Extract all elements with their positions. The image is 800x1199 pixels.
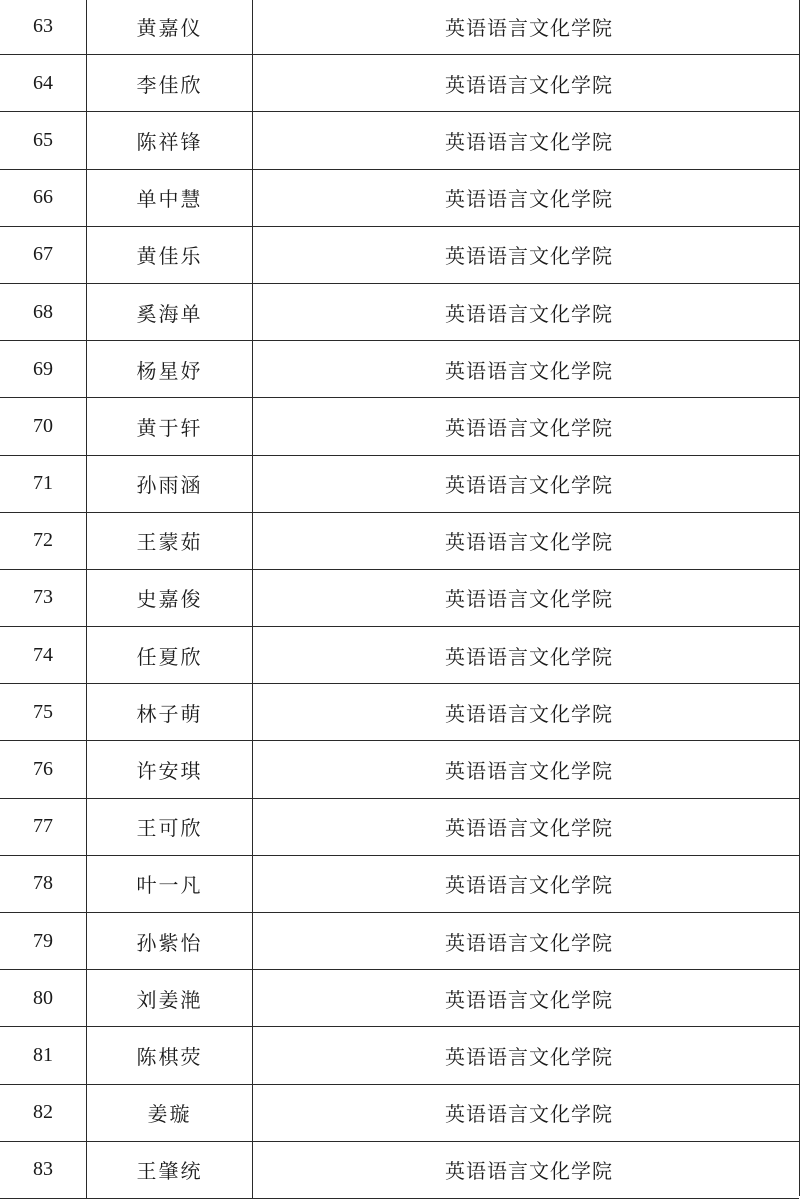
college-name: 英语语言文化学院: [253, 970, 800, 1027]
row-number: 63: [0, 0, 87, 55]
student-name: 林子萌: [87, 684, 253, 741]
college-name: 英语语言文化学院: [253, 569, 800, 626]
college-name: 英语语言文化学院: [253, 627, 800, 684]
row-number: 69: [0, 341, 87, 398]
student-name: 奚海单: [87, 283, 253, 340]
table-row: [0, 1141, 799, 1198]
college-name: 英语语言文化学院: [253, 455, 800, 512]
table-row: [0, 512, 799, 569]
student-name: 孙雨涵: [87, 455, 253, 512]
table-row: [0, 684, 799, 741]
table-row: [0, 1084, 799, 1141]
table-row: [0, 970, 799, 1027]
row-number: 72: [0, 512, 87, 569]
college-name: 英语语言文化学院: [253, 283, 800, 340]
student-name: 黄嘉仪: [87, 0, 253, 55]
student-name: 任夏欣: [87, 627, 253, 684]
student-name: 王肇统: [87, 1141, 253, 1198]
row-number: 68: [0, 283, 87, 340]
college-name: 英语语言文化学院: [253, 855, 800, 912]
student-name: 黄佳乐: [87, 226, 253, 283]
table-row: [0, 112, 799, 169]
row-number: 75: [0, 684, 87, 741]
college-name: 英语语言文化学院: [253, 0, 800, 55]
row-number: 74: [0, 627, 87, 684]
student-name: 李佳欣: [87, 55, 253, 112]
student-name: 史嘉俊: [87, 569, 253, 626]
college-name: 英语语言文化学院: [253, 169, 800, 226]
college-name: 英语语言文化学院: [253, 226, 800, 283]
table-row: [0, 1027, 799, 1084]
row-number: 80: [0, 970, 87, 1027]
college-name: 英语语言文化学院: [253, 512, 800, 569]
college-name: 英语语言文化学院: [253, 913, 800, 970]
table-row: [0, 226, 799, 283]
college-name: 英语语言文化学院: [253, 112, 800, 169]
table-row: [0, 455, 799, 512]
table-row: [0, 569, 799, 626]
college-name: 英语语言文化学院: [253, 1027, 800, 1084]
row-number: 81: [0, 1027, 87, 1084]
row-number: 66: [0, 169, 87, 226]
college-name: 英语语言文化学院: [253, 55, 800, 112]
row-number: 79: [0, 913, 87, 970]
table-row: [0, 0, 799, 55]
student-name: 刘姜滟: [87, 970, 253, 1027]
student-name: 杨星妤: [87, 341, 253, 398]
row-number: 76: [0, 741, 87, 798]
student-name: 叶一凡: [87, 855, 253, 912]
row-number: 70: [0, 398, 87, 455]
row-number: 67: [0, 226, 87, 283]
table-row: [0, 798, 799, 855]
table-row: [0, 283, 799, 340]
student-name: 王蒙茹: [87, 512, 253, 569]
college-name: 英语语言文化学院: [253, 1084, 800, 1141]
college-name: 英语语言文化学院: [253, 341, 800, 398]
row-number: 73: [0, 569, 87, 626]
row-number: 77: [0, 798, 87, 855]
table-row: [0, 398, 799, 455]
student-name: 单中慧: [87, 169, 253, 226]
student-name: 陈棋荧: [87, 1027, 253, 1084]
table-row: [0, 169, 799, 226]
student-name: 许安琪: [87, 741, 253, 798]
student-name: 王可欣: [87, 798, 253, 855]
table-row: [0, 55, 799, 112]
student-name: 姜璇: [87, 1084, 253, 1141]
row-number: 82: [0, 1084, 87, 1141]
row-number: 65: [0, 112, 87, 169]
row-number: 64: [0, 55, 87, 112]
table-row: [0, 913, 799, 970]
table-row: [0, 627, 799, 684]
college-name: 英语语言文化学院: [253, 798, 800, 855]
college-name: 英语语言文化学院: [253, 684, 800, 741]
college-name: 英语语言文化学院: [253, 741, 800, 798]
table-row: [0, 341, 799, 398]
table-row: [0, 741, 799, 798]
row-number: 83: [0, 1141, 87, 1198]
table-row: [0, 855, 799, 912]
student-name: 孙紫怡: [87, 913, 253, 970]
row-number: 71: [0, 455, 87, 512]
student-name: 陈祥锋: [87, 112, 253, 169]
college-name: 英语语言文化学院: [253, 398, 800, 455]
student-name: 黄于轩: [87, 398, 253, 455]
college-name: 英语语言文化学院: [253, 1141, 800, 1198]
row-number: 78: [0, 855, 87, 912]
